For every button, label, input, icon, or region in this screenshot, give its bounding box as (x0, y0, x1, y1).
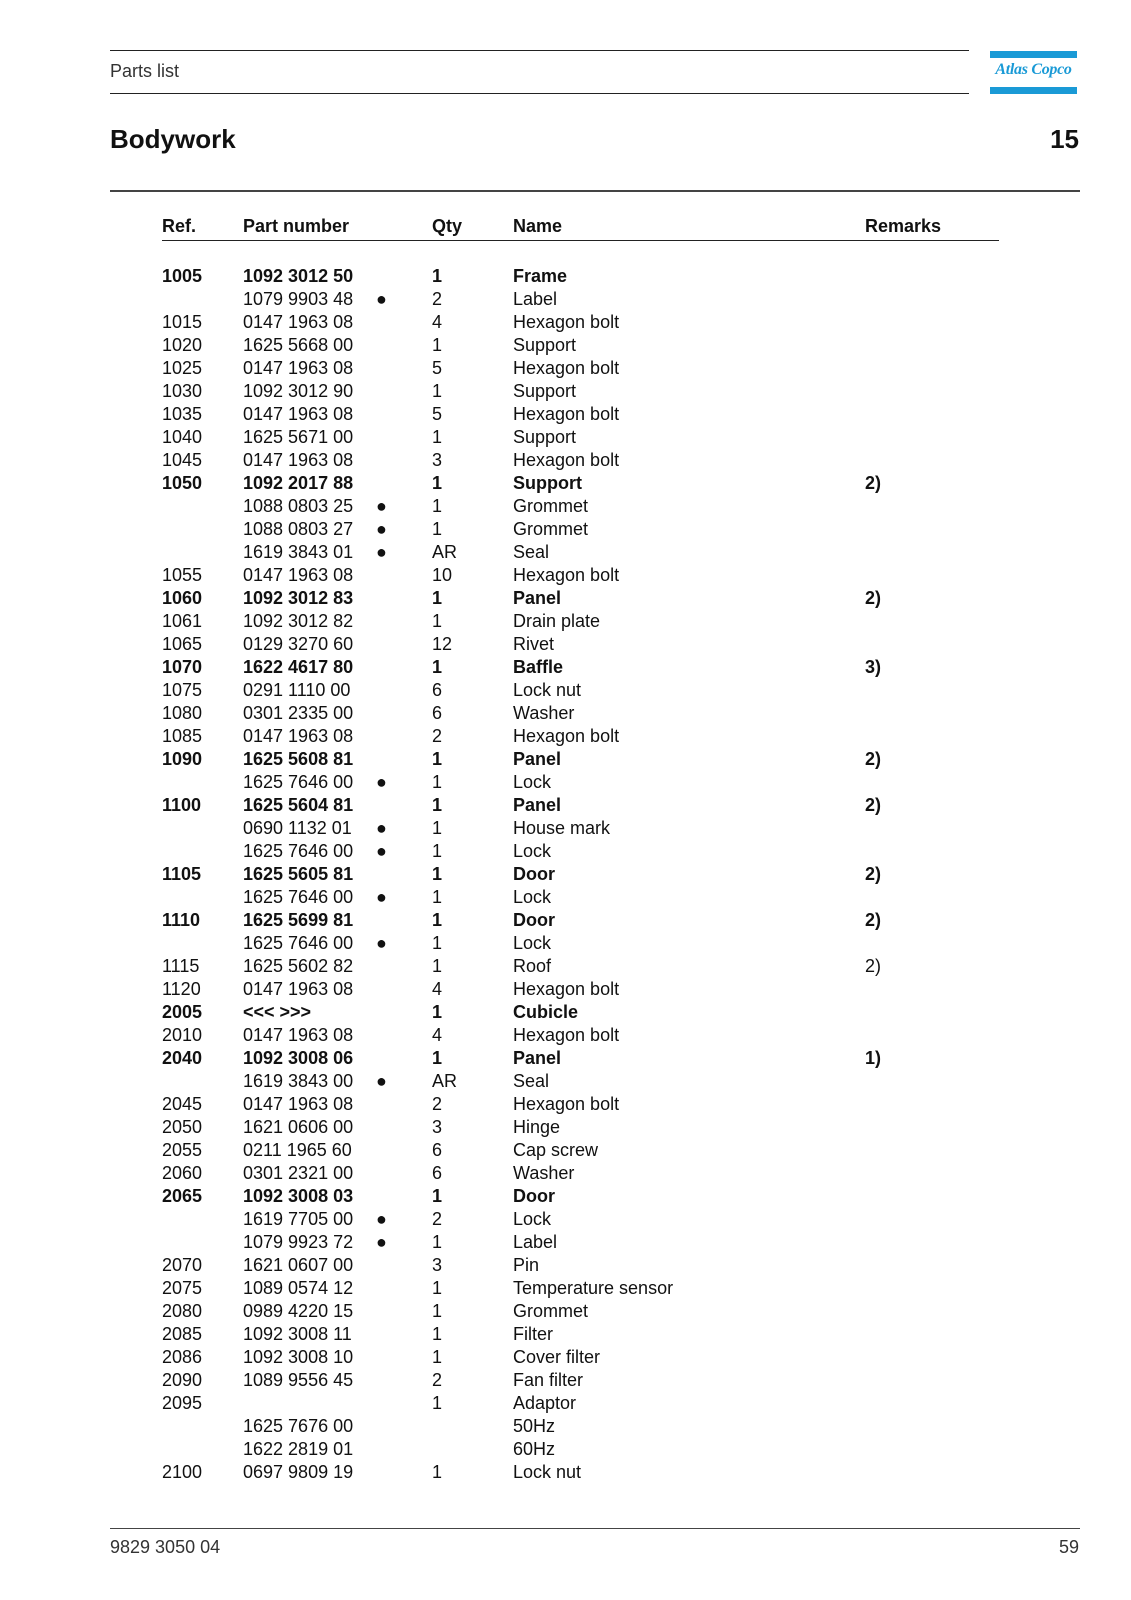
remarks-cell: 2) (865, 910, 882, 930)
name-cell: Cubicle (513, 1002, 579, 1022)
table-row (0, 472, 1131, 495)
part-number-cell: 1092 3008 06 (243, 1048, 354, 1068)
name-cell: Lock (513, 887, 552, 907)
part-number-cell: 0147 1963 08 (243, 1094, 354, 1114)
table-row (0, 1461, 1131, 1484)
qty-cell: 1 (432, 956, 443, 976)
part-number-cell: 1625 7676 00 (243, 1416, 354, 1436)
qty-cell: 1 (432, 772, 443, 792)
logo-text: Atlas Copco (995, 61, 1072, 78)
part-number-cell: 1625 5668 00 (243, 335, 354, 355)
table-row (0, 840, 1131, 863)
table-row (0, 357, 1131, 380)
qty-cell: 1 (432, 1324, 443, 1344)
ref-cell: 1080 (162, 703, 203, 723)
ref-cell: 1005 (162, 266, 203, 286)
part-number-cell: 0301 2335 00 (243, 703, 354, 723)
qty-cell: 1 (432, 266, 443, 286)
ref-cell: 1090 (162, 749, 203, 769)
kit-bullet-icon: ● (376, 1232, 387, 1252)
part-number-cell: 0147 1963 08 (243, 979, 354, 999)
name-cell: 50Hz (513, 1416, 556, 1436)
table-row (0, 748, 1131, 771)
name-cell: Fan filter (513, 1370, 584, 1390)
logo-bar-bottom (990, 87, 1077, 94)
qty-cell: 6 (432, 1140, 443, 1160)
part-number-cell: 1621 0606 00 (243, 1117, 354, 1137)
ref-cell: 1120 (162, 979, 201, 999)
ref-cell: 2075 (162, 1278, 203, 1298)
name-cell: Panel (513, 588, 562, 608)
ref-cell: 1025 (162, 358, 203, 378)
part-number-cell: 1625 5699 81 (243, 910, 354, 930)
ref-cell: 1055 (162, 565, 203, 585)
table-row (0, 334, 1131, 357)
qty-cell: AR (432, 542, 458, 562)
table-row (0, 909, 1131, 932)
part-number-cell: 1092 3008 11 (243, 1324, 352, 1344)
name-cell: Pin (513, 1255, 540, 1275)
ref-cell: 1050 (162, 473, 203, 493)
table-row (0, 702, 1131, 725)
qty-cell: 1 (432, 818, 443, 838)
ref-cell: 1030 (162, 381, 203, 401)
ref-cell: 1065 (162, 634, 203, 654)
table-row (0, 1231, 1131, 1254)
ref-cell: 2045 (162, 1094, 203, 1114)
table-row (0, 1162, 1131, 1185)
qty-cell: 2 (432, 289, 443, 309)
ref-cell: 1040 (162, 427, 203, 447)
qty-cell: 1 (432, 611, 443, 631)
part-number-cell: 1079 9903 48 (243, 289, 354, 309)
name-cell: Filter (513, 1324, 553, 1344)
name-cell: Hexagon bolt (513, 358, 620, 378)
table-row (0, 1392, 1131, 1415)
part-number-cell: 1619 3843 01 (243, 542, 354, 562)
table-row (0, 1323, 1131, 1346)
name-cell: Panel (513, 749, 562, 769)
table-row (0, 1047, 1131, 1070)
part-number-cell: 1089 0574 12 (243, 1278, 354, 1298)
part-number-cell: 1622 4617 80 (243, 657, 354, 677)
ref-cell: 1100 (162, 795, 202, 815)
qty-cell: 4 (432, 1025, 443, 1045)
table-row (0, 725, 1131, 748)
table-row (0, 1208, 1131, 1231)
kit-bullet-icon: ● (376, 841, 387, 861)
qty-cell: 5 (432, 358, 443, 378)
name-cell: Panel (513, 1048, 562, 1068)
ref-cell: 1105 (162, 864, 202, 884)
table-row (0, 679, 1131, 702)
ref-cell: 1061 (162, 611, 203, 631)
qty-cell: 2 (432, 726, 443, 746)
kit-bullet-icon: ● (376, 933, 387, 953)
qty-cell: AR (432, 1071, 458, 1091)
column-header-part-number: Part number (243, 216, 350, 236)
name-cell: Lock (513, 1209, 552, 1229)
header-section-label: Parts list (110, 61, 180, 81)
name-cell: Seal (513, 1071, 550, 1091)
name-cell: Grommet (513, 1301, 589, 1321)
part-number-cell: 1619 3843 00 (243, 1071, 354, 1091)
qty-cell: 6 (432, 1163, 443, 1183)
name-cell: House mark (513, 818, 611, 838)
name-cell: Lock (513, 772, 552, 792)
ref-cell: 1060 (162, 588, 203, 608)
table-row (0, 587, 1131, 610)
qty-cell: 3 (432, 1117, 443, 1137)
table-row (0, 495, 1131, 518)
table-row (0, 1185, 1131, 1208)
part-number-cell: 0147 1963 08 (243, 358, 354, 378)
ref-cell: 2090 (162, 1370, 203, 1390)
column-header-qty: Qty (432, 216, 463, 236)
qty-cell: 1 (432, 1278, 443, 1298)
section-number: 15 (1050, 124, 1079, 154)
ref-cell: 2010 (162, 1025, 203, 1045)
ref-cell: 1015 (162, 312, 203, 332)
qty-cell: 1 (432, 841, 443, 861)
table-row (0, 564, 1131, 587)
name-cell: Support (513, 473, 582, 493)
qty-cell: 1 (432, 1232, 443, 1252)
logo-bar-top (990, 51, 1077, 58)
name-cell: Rivet (513, 634, 555, 654)
qty-cell: 1 (432, 1048, 443, 1068)
qty-cell: 1 (432, 657, 443, 677)
name-cell: Hinge (513, 1117, 561, 1137)
qty-cell: 1 (432, 335, 443, 355)
ref-cell: 1045 (162, 450, 203, 470)
name-cell: Label (513, 1232, 558, 1252)
name-cell: Door (513, 864, 555, 884)
part-number-cell: 1092 3008 10 (243, 1347, 354, 1367)
column-header-name: Name (513, 216, 563, 236)
ref-cell: 1020 (162, 335, 203, 355)
part-number-cell: 0211 1965 60 (243, 1140, 352, 1160)
remarks-cell: 3) (865, 657, 882, 677)
qty-cell: 1 (432, 933, 443, 953)
table-row (0, 656, 1131, 679)
qty-cell: 6 (432, 680, 443, 700)
remarks-cell: 2) (865, 588, 882, 608)
table-row (0, 633, 1131, 656)
name-cell: Temperature sensor (513, 1278, 674, 1298)
kit-bullet-icon: ● (376, 289, 387, 309)
ref-cell: 2065 (162, 1186, 203, 1206)
part-number-cell: 0989 4220 15 (243, 1301, 354, 1321)
name-cell: Lock nut (513, 680, 582, 700)
qty-cell: 4 (432, 312, 443, 332)
part-number-cell: 0147 1963 08 (243, 1025, 354, 1045)
kit-bullet-icon: ● (376, 519, 387, 539)
kit-bullet-icon: ● (376, 496, 387, 516)
part-number-cell: 0147 1963 08 (243, 726, 354, 746)
table-row (0, 794, 1131, 817)
part-number-cell: 1092 3012 82 (243, 611, 354, 631)
part-number-cell: 1088 0803 27 (243, 519, 354, 539)
part-number-cell: 0301 2321 00 (243, 1163, 354, 1183)
table-row (0, 1254, 1131, 1277)
table-row (0, 863, 1131, 886)
table-row (0, 541, 1131, 564)
column-header-rule (162, 240, 999, 241)
qty-cell: 1 (432, 749, 443, 769)
document-number: 9829 3050 04 (110, 1537, 221, 1557)
table-row (0, 771, 1131, 794)
footer-rule (110, 1528, 1080, 1529)
table-row (0, 1346, 1131, 1369)
part-number-cell: 1625 5608 81 (243, 749, 354, 769)
part-number-cell: 1092 3012 90 (243, 381, 354, 401)
name-cell: Adaptor (513, 1393, 577, 1413)
ref-cell: 2080 (162, 1301, 203, 1321)
part-number-cell: 1625 5604 81 (243, 795, 354, 815)
qty-cell: 1 (432, 910, 443, 930)
table-row (0, 403, 1131, 426)
table-row (0, 1001, 1131, 1024)
qty-cell: 3 (432, 450, 443, 470)
part-number-cell: 1089 9556 45 (243, 1370, 354, 1390)
name-cell: Hexagon bolt (513, 726, 620, 746)
qty-cell: 2 (432, 1370, 443, 1390)
page-number: 59 (1058, 1537, 1079, 1557)
qty-cell: 2 (432, 1094, 443, 1114)
name-cell: Door (513, 910, 555, 930)
ref-cell: 2050 (162, 1117, 203, 1137)
qty-cell: 1 (432, 588, 443, 608)
qty-cell: 2 (432, 1209, 443, 1229)
name-cell: Lock (513, 933, 552, 953)
name-cell: Panel (513, 795, 562, 815)
ref-cell: 1035 (162, 404, 203, 424)
name-cell: Baffle (513, 657, 564, 677)
part-number-cell: 1625 5605 81 (243, 864, 354, 884)
ref-cell: 1070 (162, 657, 203, 677)
table-row (0, 1070, 1131, 1093)
name-cell: Frame (513, 266, 568, 286)
table-row (0, 1093, 1131, 1116)
ref-cell: 1075 (162, 680, 203, 700)
name-cell: Hexagon bolt (513, 979, 620, 999)
name-cell: Hexagon bolt (513, 450, 620, 470)
ref-cell: 2055 (162, 1140, 203, 1160)
name-cell: Washer (513, 703, 575, 723)
ref-cell: 1110 (162, 910, 201, 930)
remarks-cell: 2) (865, 864, 882, 884)
name-cell: Support (513, 381, 577, 401)
table-row (0, 886, 1131, 909)
qty-cell: 10 (432, 565, 453, 585)
ref-cell: 2040 (162, 1048, 203, 1068)
part-number-cell: 1625 7646 00 (243, 841, 354, 861)
table-row (0, 1438, 1131, 1461)
name-cell: Support (513, 335, 577, 355)
qty-cell: 5 (432, 404, 443, 424)
table-row (0, 1024, 1131, 1047)
title-rule (110, 190, 1080, 192)
table-row (0, 1277, 1131, 1300)
ref-cell: 2070 (162, 1255, 203, 1275)
table-row (0, 1116, 1131, 1139)
column-header-remarks: Remarks (865, 216, 942, 236)
name-cell: Hexagon bolt (513, 1025, 620, 1045)
table-row (0, 817, 1131, 840)
name-cell: Grommet (513, 519, 589, 539)
kit-bullet-icon: ● (376, 818, 387, 838)
name-cell: Lock (513, 841, 552, 861)
part-number-cell: 0690 1132 01 (243, 818, 352, 838)
name-cell: Label (513, 289, 558, 309)
table-row (0, 380, 1131, 403)
name-cell: Grommet (513, 496, 589, 516)
part-number-cell: 0147 1963 08 (243, 565, 354, 585)
part-number-cell: 1092 2017 88 (243, 473, 354, 493)
qty-cell: 3 (432, 1255, 443, 1275)
part-number-cell: 0147 1963 08 (243, 312, 354, 332)
table-row (0, 955, 1131, 978)
table-row (0, 1369, 1131, 1392)
part-number-cell: 1621 0607 00 (243, 1255, 354, 1275)
column-header-ref: Ref. (162, 216, 197, 236)
remarks-cell: 1) (865, 1048, 882, 1068)
table-row (0, 1415, 1131, 1438)
ref-cell: 2085 (162, 1324, 203, 1344)
parts-table (0, 265, 1131, 1484)
qty-cell: 4 (432, 979, 443, 999)
qty-cell: 6 (432, 703, 443, 723)
atlas-copco-logo (990, 51, 1077, 94)
name-cell: Hexagon bolt (513, 312, 620, 332)
part-number-cell: 1088 0803 25 (243, 496, 354, 516)
remarks-cell: 2) (865, 749, 882, 769)
name-cell: Hexagon bolt (513, 565, 620, 585)
qty-cell: 1 (432, 864, 443, 884)
kit-bullet-icon: ● (376, 1071, 387, 1091)
qty-cell: 1 (432, 519, 443, 539)
part-number-cell: 1625 7646 00 (243, 772, 354, 792)
kit-bullet-icon: ● (376, 887, 387, 907)
remarks-cell: 2) (865, 795, 882, 815)
name-cell: Support (513, 427, 577, 447)
table-row (0, 932, 1131, 955)
table-row (0, 610, 1131, 633)
part-number-cell: 0697 9809 19 (243, 1462, 354, 1482)
part-number-cell: 0129 3270 60 (243, 634, 354, 654)
page-title: Bodywork (110, 124, 236, 154)
kit-bullet-icon: ● (376, 1209, 387, 1229)
qty-cell: 12 (432, 634, 453, 654)
part-number-cell: 1625 5602 82 (243, 956, 354, 976)
qty-cell: 1 (432, 496, 443, 516)
part-number-cell: 1622 2819 01 (243, 1439, 354, 1459)
part-number-cell: 1092 3012 50 (243, 266, 354, 286)
qty-cell: 1 (432, 887, 443, 907)
remarks-cell: 2) (865, 956, 882, 976)
name-cell: Cap screw (513, 1140, 599, 1160)
ref-cell: 2005 (162, 1002, 203, 1022)
table-row (0, 449, 1131, 472)
qty-cell: 1 (432, 473, 443, 493)
ref-cell: 1115 (162, 956, 200, 976)
table-row (0, 265, 1131, 288)
name-cell: Seal (513, 542, 550, 562)
name-cell: Door (513, 1186, 555, 1206)
qty-cell: 1 (432, 1186, 443, 1206)
name-cell: Lock nut (513, 1462, 582, 1482)
part-number-cell: 1092 3012 83 (243, 588, 354, 608)
table-row (0, 311, 1131, 334)
name-cell: Hexagon bolt (513, 404, 620, 424)
qty-cell: 1 (432, 427, 443, 447)
header-rule-top (110, 50, 969, 51)
qty-cell: 1 (432, 1393, 443, 1413)
ref-cell: 2095 (162, 1393, 203, 1413)
qty-cell: 1 (432, 1462, 443, 1482)
part-number-cell: 1625 5671 00 (243, 427, 354, 447)
ref-cell: 1085 (162, 726, 203, 746)
name-cell: Cover filter (513, 1347, 601, 1367)
qty-cell: 1 (432, 795, 443, 815)
table-row (0, 426, 1131, 449)
table-row (0, 1139, 1131, 1162)
name-cell: Hexagon bolt (513, 1094, 620, 1114)
ref-cell: 2086 (162, 1347, 203, 1367)
qty-cell: 1 (432, 1301, 443, 1321)
part-number-cell: 0147 1963 08 (243, 404, 354, 424)
part-number-cell: 1079 9923 72 (243, 1232, 354, 1252)
header-rule-bottom (110, 93, 969, 94)
part-number-cell: 0291 1110 00 (243, 680, 351, 700)
table-row (0, 518, 1131, 541)
table-row (0, 978, 1131, 1001)
ref-cell: 2100 (162, 1462, 203, 1482)
kit-bullet-icon: ● (376, 542, 387, 562)
qty-cell: 1 (432, 381, 443, 401)
ref-cell: 2060 (162, 1163, 203, 1183)
part-number-cell: <<< >>> (243, 1002, 312, 1022)
part-number-cell: 0147 1963 08 (243, 450, 354, 470)
remarks-cell: 2) (865, 473, 882, 493)
table-row (0, 1300, 1131, 1323)
part-number-cell: 1625 7646 00 (243, 887, 354, 907)
name-cell: Washer (513, 1163, 575, 1183)
kit-bullet-icon: ● (376, 772, 387, 792)
name-cell: Roof (513, 956, 552, 976)
name-cell: 60Hz (513, 1439, 556, 1459)
qty-cell: 1 (432, 1347, 443, 1367)
qty-cell: 1 (432, 1002, 443, 1022)
part-number-cell: 1625 7646 00 (243, 933, 354, 953)
table-row (0, 288, 1131, 311)
part-number-cell: 1619 7705 00 (243, 1209, 354, 1229)
name-cell: Drain plate (513, 611, 601, 631)
part-number-cell: 1092 3008 03 (243, 1186, 354, 1206)
